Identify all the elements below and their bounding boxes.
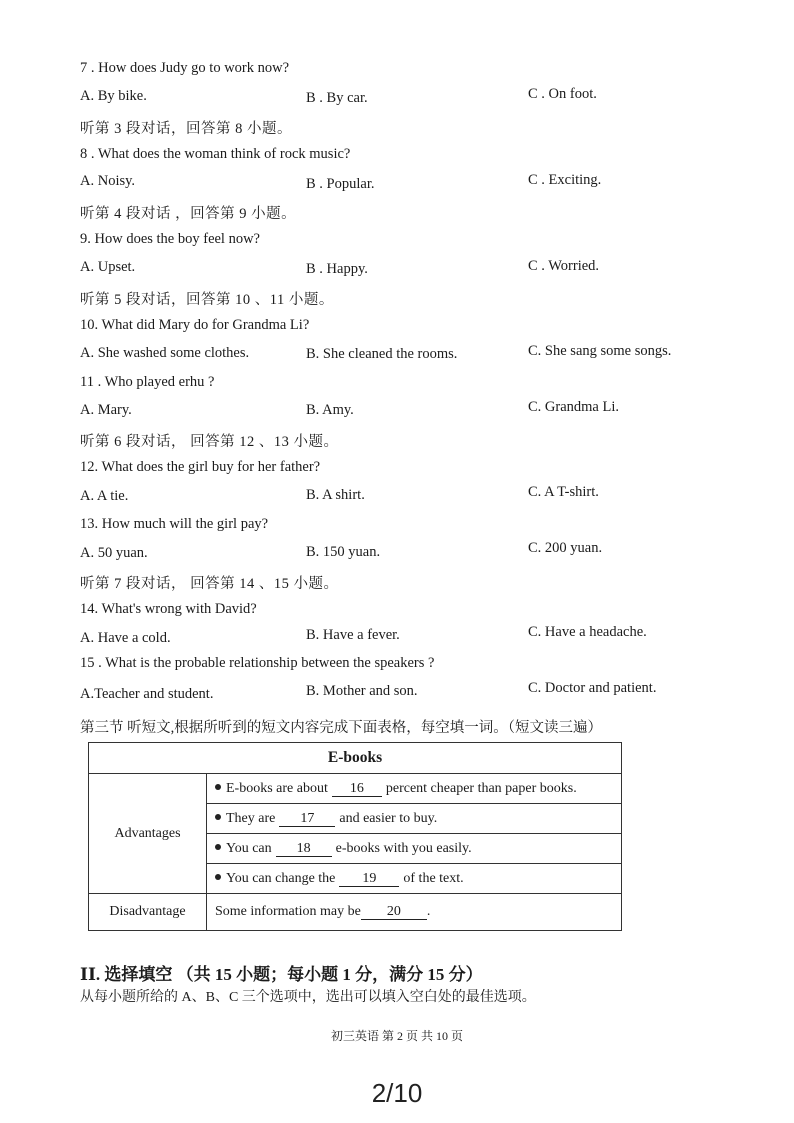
table-title: E-books xyxy=(89,743,622,774)
section-numeral: II xyxy=(80,965,96,985)
advantages-label: Advantages xyxy=(89,774,207,894)
q8-option-a: A. Noisy. xyxy=(80,173,136,189)
q7-option-a: A. By bike. xyxy=(80,88,147,104)
answer-blank[interactable]: 17 xyxy=(279,811,335,827)
q11-option-a: A. Mary. xyxy=(80,402,132,418)
q15-option-c: C. Doctor and patient. xyxy=(528,680,657,696)
q10-option-a: A. She washed some clothes. xyxy=(80,345,250,361)
table-row: You can change the 19 of the text. xyxy=(207,864,622,894)
q9-option-b: B . Happy. xyxy=(306,261,368,277)
page-footer: 初三英语 第 2 页 共 10 页 xyxy=(330,1029,463,1043)
table-row: Some information may be 20 . xyxy=(207,894,622,931)
bullet-icon xyxy=(215,784,221,790)
question-7: 7 . How does Judy go to work now? xyxy=(80,60,290,76)
q9-option-a: A. Upset. xyxy=(80,259,136,275)
q12-option-c: C. A T-shirt. xyxy=(528,484,599,500)
q8-option-c: C . Exciting. xyxy=(528,172,602,188)
section-3-heading: 第三节 听短文,根据所听到的短文内容完成下面表格，每空填一词。（短文读三遍） xyxy=(80,720,602,736)
question-9: 9. How does the boy feel now? xyxy=(80,231,260,247)
question-11: 11 . Who played erhu ? xyxy=(80,374,215,390)
question-10: 10. What did Mary do for Grandma Li? xyxy=(80,317,310,333)
q10-option-c: C. She sang some songs. xyxy=(528,343,672,359)
q13-option-c: C. 200 yuan. xyxy=(528,540,603,556)
instruction-dialog-6: 听第 6 段对话， 回答第 12 、13 小题。 xyxy=(80,434,339,450)
q9-option-c: C . Worried. xyxy=(528,258,600,274)
question-13: 13. How much will the girl pay? xyxy=(80,516,269,532)
ebooks-table xyxy=(88,742,622,931)
section-2-heading xyxy=(80,960,483,985)
table-row: You can 18 e-books with you easily. xyxy=(207,834,622,864)
instruction-dialog-7: 听第 7 段对话， 回答第 14 、15 小题。 xyxy=(80,576,339,592)
q8-option-b: B . Popular. xyxy=(306,176,375,192)
bullet-icon xyxy=(215,814,221,820)
page-indicator: 2/10 xyxy=(371,1078,423,1108)
instruction-dialog-4: 听第 4 段对话 ，回答第 9 小题。 xyxy=(80,206,297,222)
q15-option-b: B. Mother and son. xyxy=(306,683,418,699)
q13-option-a: A. 50 yuan. xyxy=(80,545,148,561)
q11-option-b: B. Amy. xyxy=(306,402,354,418)
question-15: 15 . What is the probable relationship between the speakers ? xyxy=(80,655,435,671)
q12-option-b: B. A shirt. xyxy=(306,487,365,503)
instruction-dialog-3: 听第 3 段对话，回答第 8 小题。 xyxy=(80,121,292,137)
q14-option-b: B. Have a fever. xyxy=(306,627,400,643)
q14-option-c: C. Have a headache. xyxy=(528,624,647,640)
answer-blank[interactable]: 19 xyxy=(339,871,399,887)
answer-blank[interactable]: 16 xyxy=(332,781,382,797)
question-14: 14. What's wrong with David? xyxy=(80,601,257,617)
section-2-description: 从每小题所给的 A、B、C 三个选项中，选出可以填入空白处的最佳选项。 xyxy=(80,990,536,1005)
q14-option-a: A. Have a cold. xyxy=(80,630,171,646)
question-8: 8 . What does the woman think of rock music? xyxy=(80,146,351,162)
q7-option-b: B . By car. xyxy=(306,90,368,106)
q11-option-c: C. Grandma Li. xyxy=(528,399,620,415)
q7-option-c: C . On foot. xyxy=(528,86,597,102)
instruction-dialog-5: 听第 5 段对话，回答第 10 、11 小题。 xyxy=(80,292,334,308)
q10-option-b: B. She cleaned the rooms. xyxy=(306,346,458,362)
table-row: E-books are about 16 percent cheaper than paper books. xyxy=(207,774,622,804)
q13-option-b: B. 150 yuan. xyxy=(306,544,381,560)
table-row: They are 17 and easier to buy. xyxy=(207,804,622,834)
answer-blank[interactable]: 20 xyxy=(361,904,427,920)
answer-blank[interactable]: 18 xyxy=(276,841,332,857)
section-2-title: . 选择填空 （共 15 小题；每小题 1 分，满分 15 分） xyxy=(95,965,483,984)
bullet-icon xyxy=(215,874,221,880)
q15-option-a: A.Teacher and student. xyxy=(80,686,214,702)
q12-option-a: A. A tie. xyxy=(80,488,129,504)
question-12: 12. What does the girl buy for her father? xyxy=(80,459,321,475)
bullet-icon xyxy=(215,844,221,850)
disadvantage-label: Disadvantage xyxy=(89,894,207,931)
